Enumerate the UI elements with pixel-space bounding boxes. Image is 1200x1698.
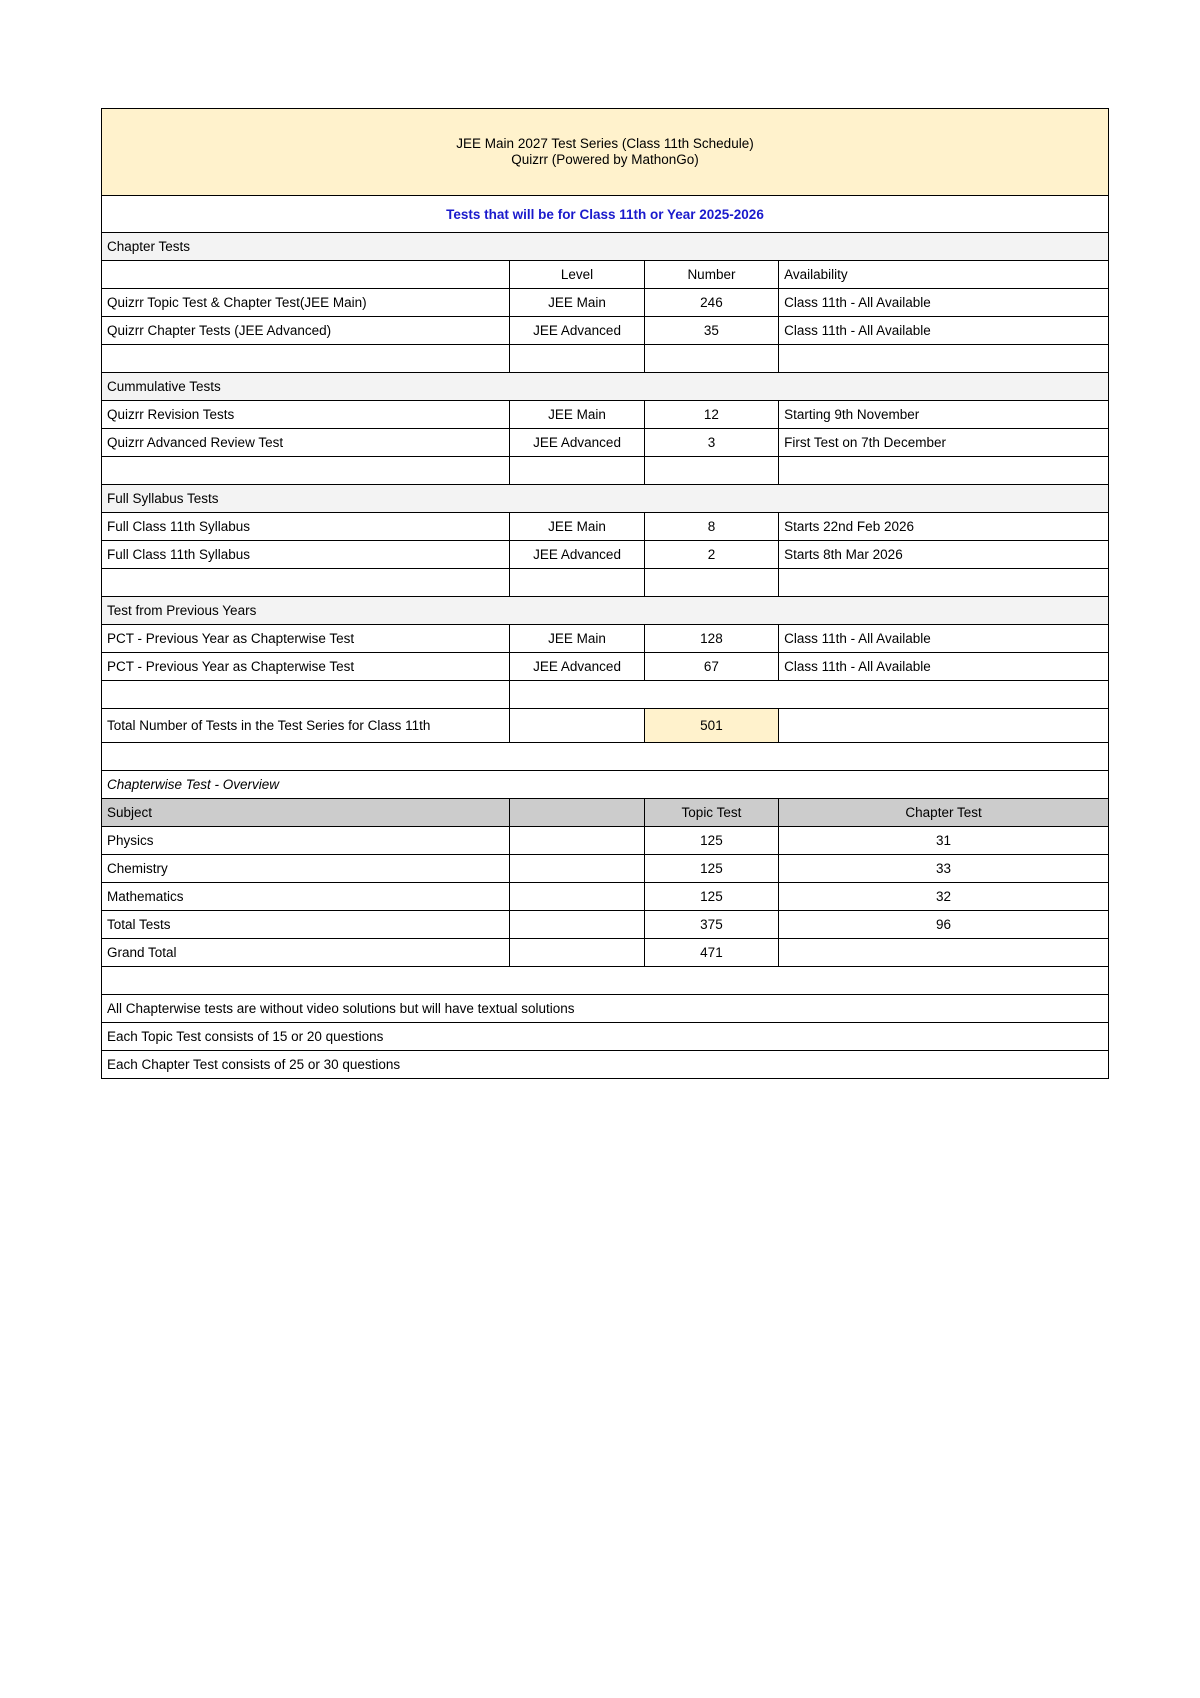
section-title: Full Syllabus Tests xyxy=(102,485,1109,513)
topic-count: 375 xyxy=(644,911,778,939)
note-text: Each Chapter Test consists of 25 or 30 questions xyxy=(102,1051,1109,1079)
overview-row xyxy=(102,911,1109,939)
subtitle-cell: Tests that will be for Class 11th or Year 2025-2026 xyxy=(102,196,1109,233)
test-name: PCT - Previous Year as Chapterwise Test xyxy=(102,625,510,653)
overview-row xyxy=(102,939,1109,967)
empty-row xyxy=(102,743,1109,771)
test-number: 12 xyxy=(644,401,778,429)
test-availability: First Test on 7th December xyxy=(779,429,1109,457)
note-row xyxy=(102,1051,1109,1079)
empty-row xyxy=(102,569,1109,597)
section-previous-years xyxy=(102,597,1109,625)
test-level: JEE Main xyxy=(510,513,644,541)
table-row xyxy=(102,541,1109,569)
overview-row xyxy=(102,883,1109,911)
test-name: Quizrr Chapter Tests (JEE Advanced) xyxy=(102,317,510,345)
chapter-count xyxy=(779,939,1109,967)
section-chapter-tests xyxy=(102,233,1109,261)
subject-name: Physics xyxy=(102,827,510,855)
col-subject: Subject xyxy=(102,799,510,827)
subject-name: Chemistry xyxy=(102,855,510,883)
test-number: 3 xyxy=(644,429,778,457)
note-text: All Chapterwise tests are without video solutions but will have textual solutions xyxy=(102,995,1109,1023)
empty-row xyxy=(102,967,1109,995)
section-title: Cummulative Tests xyxy=(102,373,1109,401)
topic-count: 471 xyxy=(644,939,778,967)
test-availability: Class 11th - All Available xyxy=(779,317,1109,345)
topic-count: 125 xyxy=(644,883,778,911)
test-level: JEE Advanced xyxy=(510,429,644,457)
test-name: Quizrr Revision Tests xyxy=(102,401,510,429)
overview-header-row xyxy=(102,799,1109,827)
section-cumulative-tests xyxy=(102,373,1109,401)
section-title: Chapter Tests xyxy=(102,233,1109,261)
chapter-count: 96 xyxy=(779,911,1109,939)
note-row xyxy=(102,1023,1109,1051)
test-availability: Starting 9th November xyxy=(779,401,1109,429)
section-title: Test from Previous Years xyxy=(102,597,1109,625)
topic-count: 125 xyxy=(644,855,778,883)
test-number: 2 xyxy=(644,541,778,569)
col-level: Level xyxy=(510,261,644,289)
overview-title-row xyxy=(102,771,1109,799)
overview-row xyxy=(102,827,1109,855)
empty-row xyxy=(102,345,1109,373)
overview-row xyxy=(102,855,1109,883)
test-level: JEE Advanced xyxy=(510,541,644,569)
chapter-count: 33 xyxy=(779,855,1109,883)
note-text: Each Topic Test consists of 15 or 20 questions xyxy=(102,1023,1109,1051)
test-number: 35 xyxy=(644,317,778,345)
chapter-count: 31 xyxy=(779,827,1109,855)
total-value: 501 xyxy=(644,709,778,743)
header-cell xyxy=(102,109,1109,196)
table-row xyxy=(102,317,1109,345)
test-availability: Class 11th - All Available xyxy=(779,653,1109,681)
test-availability: Starts 8th Mar 2026 xyxy=(779,541,1109,569)
col-availability: Availability xyxy=(779,261,1109,289)
table-row xyxy=(102,513,1109,541)
overview-title: Chapterwise Test - Overview xyxy=(102,771,1109,799)
empty-row xyxy=(102,457,1109,485)
chapter-count: 32 xyxy=(779,883,1109,911)
table-row xyxy=(102,653,1109,681)
header-title: JEE Main 2027 Test Series (Class 11th Schedule) xyxy=(456,136,754,151)
test-number: 8 xyxy=(644,513,778,541)
test-number: 128 xyxy=(644,625,778,653)
total-row xyxy=(102,709,1109,743)
note-row xyxy=(102,995,1109,1023)
test-name: Full Class 11th Syllabus xyxy=(102,541,510,569)
subject-name: Mathematics xyxy=(102,883,510,911)
test-level: JEE Main xyxy=(510,289,644,317)
empty-row xyxy=(102,681,1109,709)
col-topic-test: Topic Test xyxy=(644,799,778,827)
test-availability: Class 11th - All Available xyxy=(779,625,1109,653)
column-header-row xyxy=(102,261,1109,289)
test-number: 246 xyxy=(644,289,778,317)
total-label: Total Number of Tests in the Test Series for Class 11th xyxy=(102,709,510,743)
table-row xyxy=(102,401,1109,429)
test-name: PCT - Previous Year as Chapterwise Test xyxy=(102,653,510,681)
topic-count: 125 xyxy=(644,827,778,855)
col-chapter-test: Chapter Test xyxy=(779,799,1109,827)
subject-name: Grand Total xyxy=(102,939,510,967)
table-row xyxy=(102,429,1109,457)
empty-cell xyxy=(102,261,510,289)
section-full-syllabus-tests xyxy=(102,485,1109,513)
test-name: Quizrr Advanced Review Test xyxy=(102,429,510,457)
test-name: Quizrr Topic Test & Chapter Test(JEE Main) xyxy=(102,289,510,317)
test-level: JEE Advanced xyxy=(510,653,644,681)
col-number: Number xyxy=(644,261,778,289)
test-availability: Class 11th - All Available xyxy=(779,289,1109,317)
test-availability: Starts 22nd Feb 2026 xyxy=(779,513,1109,541)
table-row xyxy=(102,625,1109,653)
subject-name: Total Tests xyxy=(102,911,510,939)
test-level: JEE Main xyxy=(510,401,644,429)
test-level: JEE Advanced xyxy=(510,317,644,345)
header-provider: Quizrr (Powered by MathonGo) xyxy=(511,152,699,167)
table-row xyxy=(102,289,1109,317)
header-row xyxy=(102,109,1109,196)
subtitle-row xyxy=(102,196,1109,233)
test-level: JEE Main xyxy=(510,625,644,653)
test-name: Full Class 11th Syllabus xyxy=(102,513,510,541)
schedule-table xyxy=(101,108,1109,1079)
test-number: 67 xyxy=(644,653,778,681)
